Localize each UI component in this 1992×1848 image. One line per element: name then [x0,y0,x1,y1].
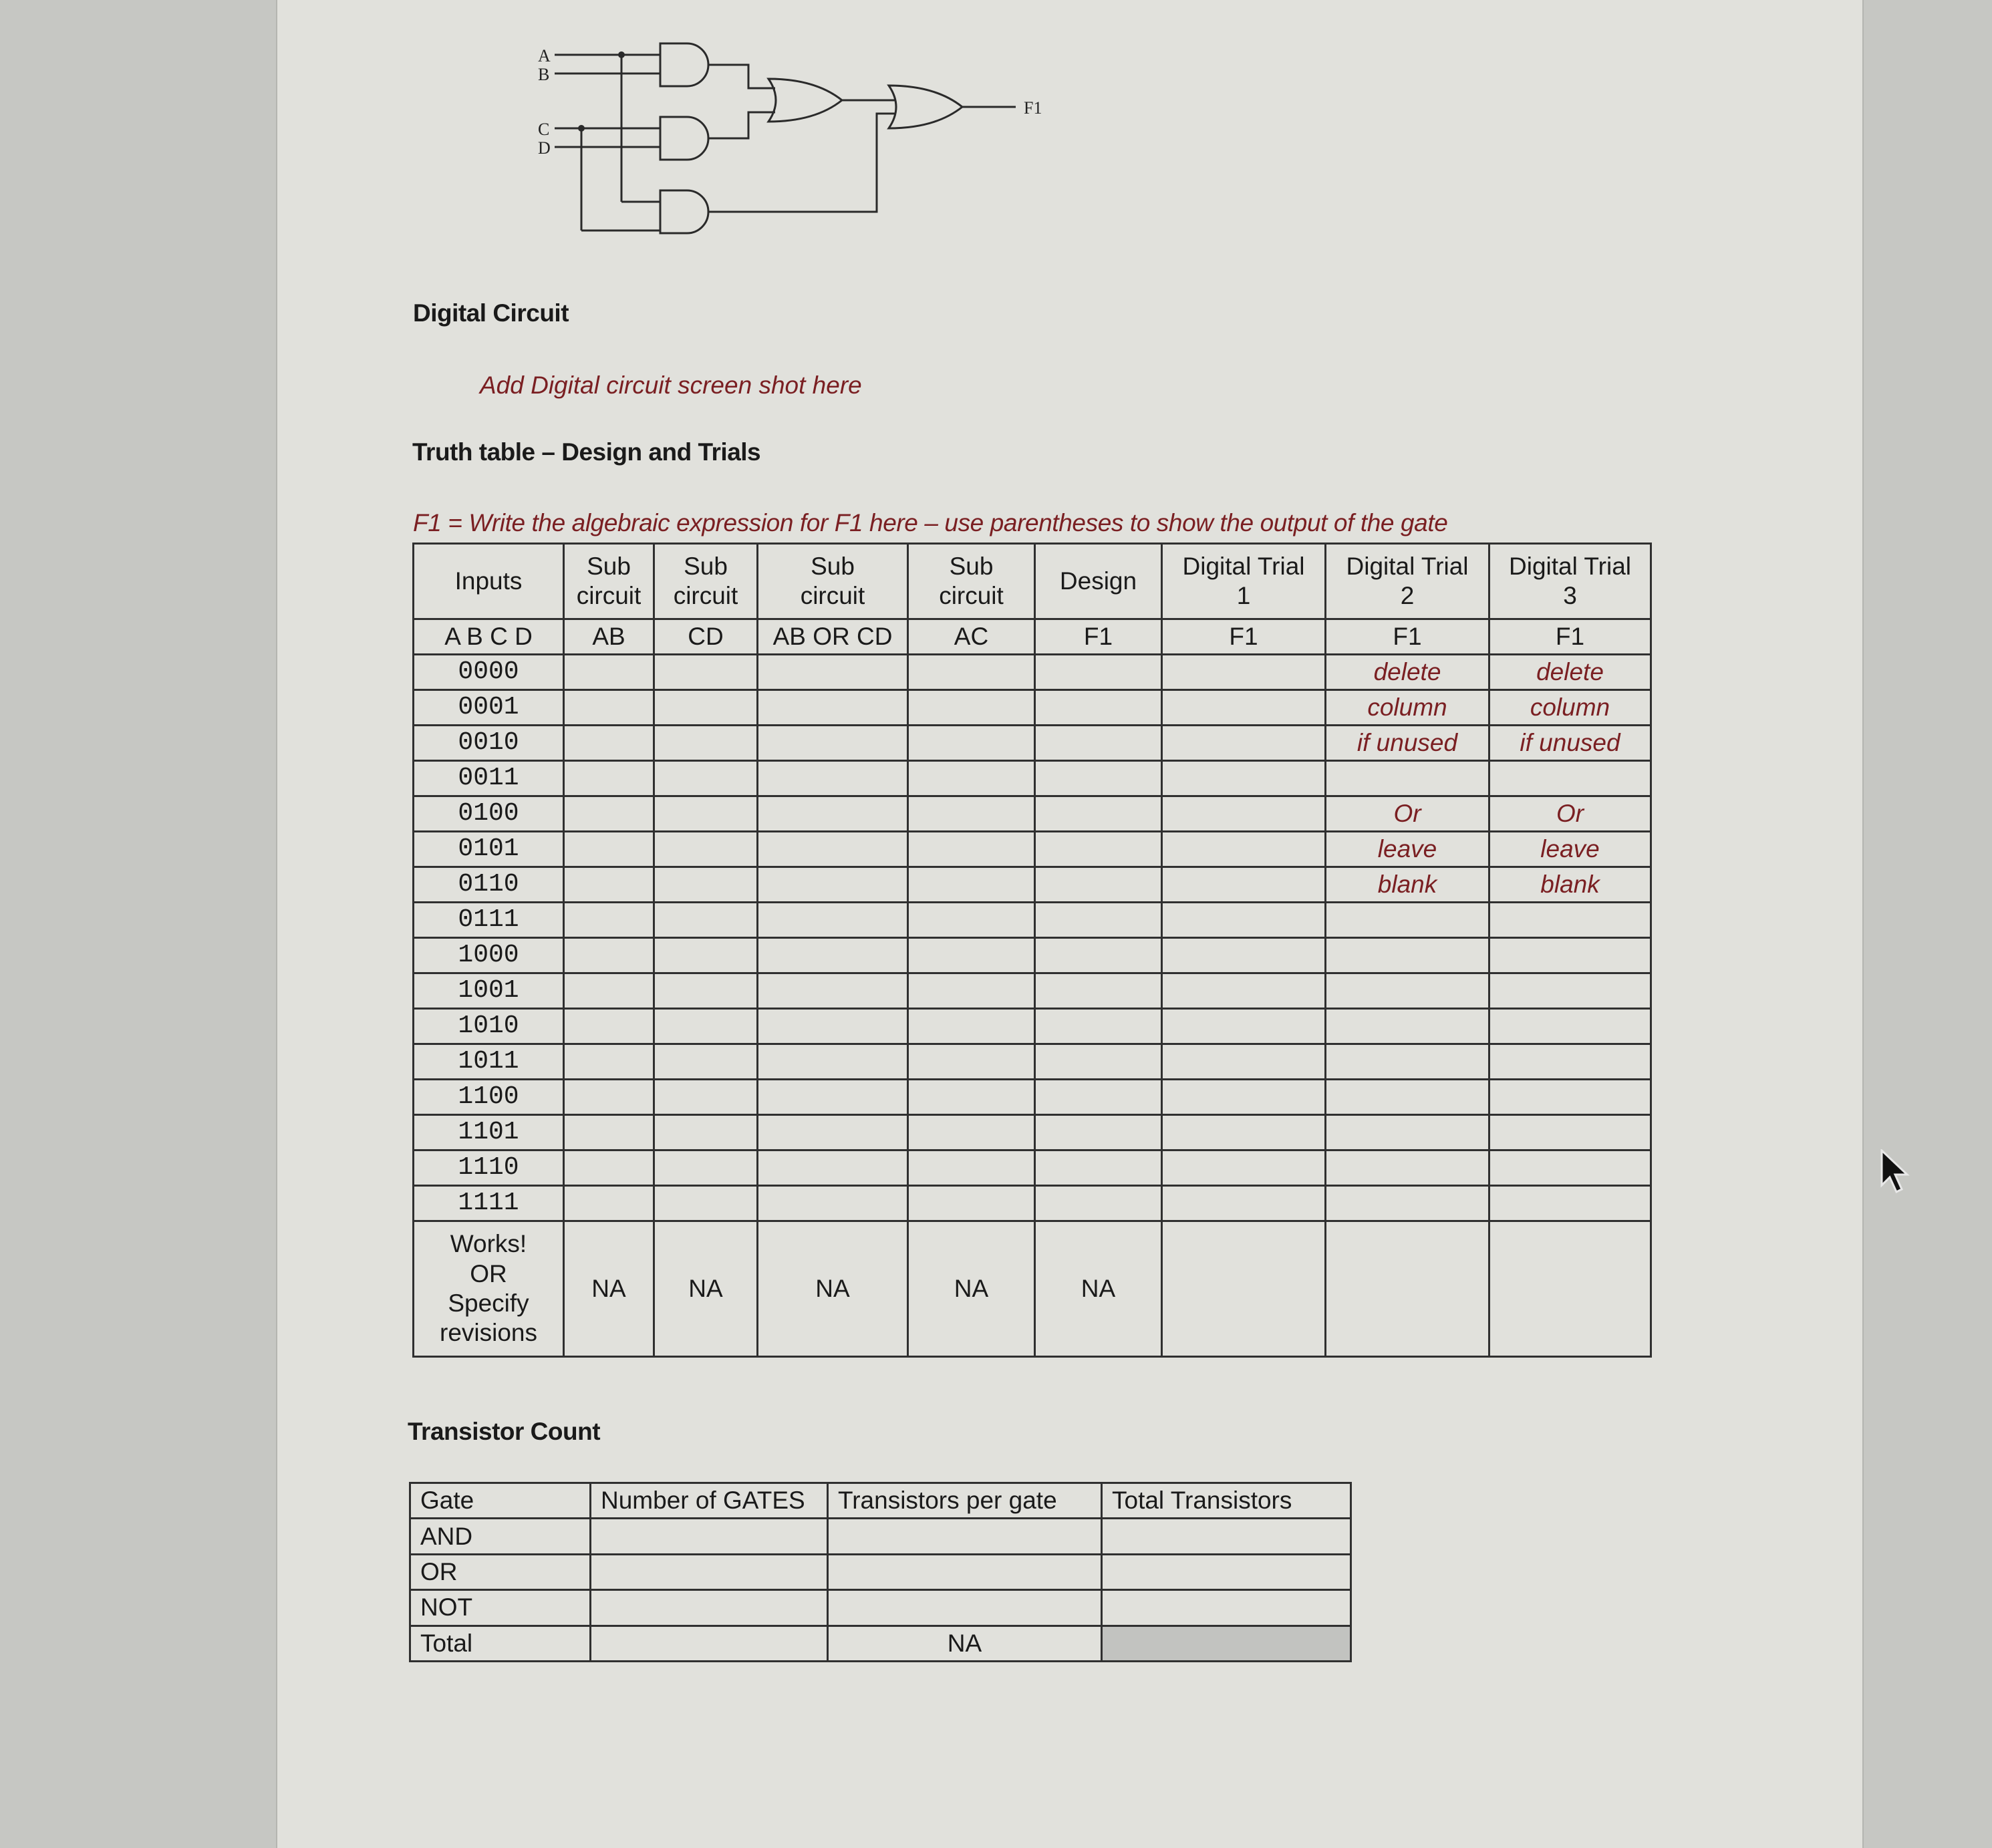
subheader-cd: CD [654,619,758,655]
truth-table-row [414,726,1651,761]
truth-table-cell[interactable] [908,938,1035,973]
truth-table-cell[interactable] [1489,973,1651,1009]
truth-table-cell[interactable] [908,761,1035,796]
number-of-gates-cell[interactable] [591,1590,828,1626]
truth-table [412,543,1652,1358]
output-label-f1: F1 [1024,98,1042,118]
input-combination: 1000 [414,938,564,973]
truth-table-cell[interactable] [564,832,654,867]
header-digital-trial-2: Digital Trial 2 [1326,544,1489,619]
truth-table-cell[interactable] [908,1186,1035,1221]
truth-table-cell[interactable] [1162,655,1326,690]
truth-table-cell[interactable] [1326,1044,1489,1080]
truth-table-cell[interactable] [1162,1009,1326,1044]
truth-table-cell[interactable] [1162,796,1326,832]
input-combination: 0000 [414,655,564,690]
truth-table-cell[interactable] [1326,938,1489,973]
input-combination: 0011 [414,761,564,796]
works-value-cell[interactable] [1162,1221,1326,1357]
truth-table-cell[interactable] [1489,1150,1651,1186]
truth-table-cell[interactable] [1326,1150,1489,1186]
truth-table-cell[interactable] [1035,1044,1162,1080]
header-design: Design [1035,544,1162,619]
truth-table-cell[interactable] [758,726,908,761]
truth-table-cell[interactable] [758,1080,908,1115]
trial3-note-cell[interactable]: Or [1489,796,1651,832]
works-value-cell: NA [654,1221,758,1357]
truth-table-cell[interactable] [1326,1009,1489,1044]
header-digital-trial-1: Digital Trial 1 [1162,544,1326,619]
truth-table-cell[interactable] [758,903,908,938]
works-value-cell: NA [564,1221,654,1357]
truth-table-row [414,1186,1651,1221]
truth-table-cell[interactable] [1326,1115,1489,1150]
truth-table-cell[interactable] [1035,973,1162,1009]
total-transistors-cell[interactable] [1102,1626,1351,1661]
truth-table-cell[interactable] [564,1080,654,1115]
trial3-note-cell[interactable]: blank [1489,867,1651,903]
truth-table-row [414,1080,1651,1115]
header-sub-circuit-ab-or-cd: Sub circuit [758,544,908,619]
truth-table-cell[interactable] [1326,1080,1489,1115]
truth-table-cell[interactable] [654,796,758,832]
header-sub-circuit-cd: Sub circuit [654,544,758,619]
transistors-per-gate-cell[interactable] [828,1554,1102,1589]
works-row [414,1221,1651,1357]
truth-table-cell[interactable] [758,832,908,867]
transistor-row-not [410,1590,1351,1626]
truth-table-cell[interactable] [1489,903,1651,938]
subheader-trial3-f1: F1 [1489,619,1651,655]
truth-table-row [414,796,1651,832]
truth-table-cell[interactable] [654,1186,758,1221]
truth-table-cell[interactable] [654,761,758,796]
input-combination: 0111 [414,903,564,938]
number-of-gates-cell[interactable] [591,1519,828,1554]
truth-table-cell[interactable] [1035,832,1162,867]
truth-table-cell[interactable] [1035,655,1162,690]
truth-table-cell[interactable] [1162,690,1326,726]
truth-table-cell[interactable] [758,1150,908,1186]
truth-table-cell[interactable] [1035,1186,1162,1221]
truth-table-cell[interactable] [1162,1186,1326,1221]
gate-label: NOT [410,1590,591,1626]
subheader-design-f1: F1 [1035,619,1162,655]
truth-table-cell[interactable] [564,1150,654,1186]
total-transistors-cell[interactable] [1102,1554,1351,1589]
truth-table-cell[interactable] [758,761,908,796]
truth-table-cell[interactable] [908,1080,1035,1115]
truth-table-header-row [414,544,1651,619]
input-combination: 1111 [414,1186,564,1221]
logic-circuit-diagram [508,27,1109,261]
input-label-a: A [538,46,551,65]
input-label-b: B [538,65,550,84]
truth-table-cell[interactable] [1326,903,1489,938]
truth-table-cell[interactable] [908,973,1035,1009]
truth-table-cell[interactable] [1489,1009,1651,1044]
truth-table-cell[interactable] [908,726,1035,761]
header-total-transistors: Total Transistors [1102,1483,1351,1519]
truth-table-cell[interactable] [654,1150,758,1186]
truth-table-cell[interactable] [908,903,1035,938]
truth-table-cell[interactable] [564,938,654,973]
truth-table-cell[interactable] [1162,726,1326,761]
header-sub-circuit-ab: Sub circuit [564,544,654,619]
input-combination: 1101 [414,1115,564,1150]
transistors-per-gate-cell[interactable] [828,1590,1102,1626]
truth-table-cell[interactable] [758,655,908,690]
truth-table-cell[interactable] [564,903,654,938]
input-label-d: D [538,138,551,158]
header-number-of-gates: Number of GATES [591,1483,828,1519]
truth-table-cell[interactable] [654,832,758,867]
digital-circuit-heading: Digital Circuit [413,299,569,327]
truth-table-cell[interactable] [758,973,908,1009]
mouse-cursor-icon [1879,1149,1912,1196]
trial3-note-cell[interactable]: leave [1489,832,1651,867]
truth-table-cell[interactable] [654,1080,758,1115]
truth-table-cell[interactable] [564,1009,654,1044]
truth-table-cell[interactable] [654,1009,758,1044]
works-value-cell[interactable] [1326,1221,1489,1357]
input-combination: 0100 [414,796,564,832]
header-sub-circuit-ac: Sub circuit [908,544,1035,619]
truth-table-cell[interactable] [564,761,654,796]
trial2-note-cell[interactable]: blank [1326,867,1489,903]
truth-table-row [414,1044,1651,1080]
input-combination: 1001 [414,973,564,1009]
input-combination: 0110 [414,867,564,903]
header-inputs: Inputs [414,544,564,619]
truth-table-cell[interactable] [758,690,908,726]
subheader-ab-or-cd: AB OR CD [758,619,908,655]
truth-table-cell[interactable] [1035,1009,1162,1044]
truth-table-cell[interactable] [1162,1080,1326,1115]
total-transistors-cell[interactable] [1102,1519,1351,1554]
truth-table-cell[interactable] [1162,1044,1326,1080]
truth-table-cell[interactable] [564,796,654,832]
truth-table-row [414,973,1651,1009]
input-combination: 0101 [414,832,564,867]
truth-table-cell[interactable] [758,938,908,973]
truth-table-cell[interactable] [654,690,758,726]
truth-table-cell[interactable] [1489,938,1651,973]
transistors-per-gate-cell: NA [828,1626,1102,1661]
subheader-ac: AC [908,619,1035,655]
truth-table-cell[interactable] [1035,938,1162,973]
truth-table-row [414,761,1651,796]
truth-table-cell[interactable] [654,1115,758,1150]
truth-table-cell[interactable] [1326,1186,1489,1221]
truth-table-cell[interactable] [564,1044,654,1080]
truth-table-cell[interactable] [564,690,654,726]
truth-table-cell[interactable] [654,903,758,938]
works-or-revisions-label: Works! OR Specify revisions [414,1221,564,1357]
works-value-cell: NA [908,1221,1035,1357]
truth-table-row [414,867,1651,903]
truth-table-cell[interactable] [1035,903,1162,938]
truth-table-cell[interactable] [1035,726,1162,761]
works-value-cell[interactable] [1489,1221,1651,1357]
input-combination: 1100 [414,1080,564,1115]
truth-table-cell[interactable] [1489,1044,1651,1080]
truth-table-cell[interactable] [758,1044,908,1080]
header-transistors-per-gate: Transistors per gate [828,1483,1102,1519]
transistor-header-row [410,1483,1351,1519]
truth-table-cell[interactable] [1035,690,1162,726]
truth-table-cell[interactable] [1162,1115,1326,1150]
formula-prompt-text[interactable]: F1 = Write the algebraic expression for F1 here – use parentheses to show the output of the gate [413,509,1448,536]
trial3-note-cell[interactable] [1489,761,1651,796]
truth-table-cell[interactable] [654,973,758,1009]
truth-table-cell[interactable] [1326,973,1489,1009]
subheader-trial2-f1: F1 [1326,619,1489,655]
truth-table-cell[interactable] [654,726,758,761]
subheader-trial1-f1: F1 [1162,619,1326,655]
truth-table-cell[interactable] [564,726,654,761]
input-combination: 1010 [414,1009,564,1044]
total-transistors-cell[interactable] [1102,1590,1351,1626]
truth-table-cell[interactable] [564,973,654,1009]
truth-table-row [414,1115,1651,1150]
trial3-note-cell[interactable]: if unused [1489,726,1651,761]
truth-table-cell[interactable] [1162,761,1326,796]
truth-table-cell[interactable] [1489,1186,1651,1221]
input-combination: 1110 [414,1150,564,1186]
trial2-note-cell[interactable]: if unused [1326,726,1489,761]
truth-table-cell[interactable] [908,796,1035,832]
truth-table-cell[interactable] [1162,867,1326,903]
truth-table-cell[interactable] [1035,1150,1162,1186]
truth-table-cell[interactable] [1162,1150,1326,1186]
truth-table-cell[interactable] [908,832,1035,867]
truth-table-subheader-row [414,619,1651,655]
truth-table-cell[interactable] [654,867,758,903]
input-combination: 0010 [414,726,564,761]
truth-table-cell[interactable] [908,690,1035,726]
trial2-note-cell[interactable] [1326,761,1489,796]
truth-table-cell[interactable] [654,938,758,973]
truth-table-cell[interactable] [758,1186,908,1221]
truth-table-row [414,690,1651,726]
truth-table-cell[interactable] [1035,761,1162,796]
truth-table-row [414,832,1651,867]
truth-table-cell[interactable] [908,1115,1035,1150]
header-gate: Gate [410,1483,591,1519]
truth-table-cell[interactable] [908,655,1035,690]
truth-table-row [414,938,1651,973]
transistor-row-and [410,1519,1351,1554]
truth-table-cell[interactable] [1035,796,1162,832]
number-of-gates-cell[interactable] [591,1626,828,1661]
truth-table-cell[interactable] [1162,832,1326,867]
header-digital-trial-3: Digital Trial 3 [1489,544,1651,619]
transistors-per-gate-cell[interactable] [828,1519,1102,1554]
subheader-ab: AB [564,619,654,655]
input-combination: 0001 [414,690,564,726]
truth-table-cell[interactable] [758,1009,908,1044]
works-value-cell: NA [758,1221,908,1357]
trial3-note-cell[interactable]: delete [1489,655,1651,690]
transistor-count-heading: Transistor Count [408,1418,601,1445]
truth-table-cell[interactable] [564,867,654,903]
truth-table-cell[interactable] [1162,903,1326,938]
works-value-cell: NA [1035,1221,1162,1357]
trial3-note-cell[interactable]: column [1489,690,1651,726]
truth-table-cell[interactable] [758,1115,908,1150]
truth-table-cell[interactable] [564,1115,654,1150]
number-of-gates-cell[interactable] [591,1554,828,1589]
truth-table-cell[interactable] [1489,1080,1651,1115]
trial2-note-cell[interactable]: leave [1326,832,1489,867]
truth-table-cell[interactable] [1489,1115,1651,1150]
truth-table-cell[interactable] [1035,867,1162,903]
truth-table-cell[interactable] [654,655,758,690]
subheader-abcd: A B C D [414,619,564,655]
truth-table-cell[interactable] [908,1009,1035,1044]
input-combination: 1011 [414,1044,564,1080]
truth-table-cell[interactable] [1035,1115,1162,1150]
trial2-note-cell[interactable]: Or [1326,796,1489,832]
truth-table-cell[interactable] [908,1150,1035,1186]
truth-table-cell[interactable] [1162,938,1326,973]
gate-label: AND [410,1519,591,1554]
truth-table-row [414,903,1651,938]
truth-table-cell[interactable] [1035,1080,1162,1115]
trial2-note-cell[interactable]: delete [1326,655,1489,690]
truth-table-cell[interactable] [564,1186,654,1221]
truth-table-row [414,655,1651,690]
trial2-note-cell[interactable]: column [1326,690,1489,726]
truth-table-row [414,1009,1651,1044]
transistor-count-table [409,1482,1352,1662]
truth-table-cell[interactable] [908,1044,1035,1080]
truth-table-cell[interactable] [654,1044,758,1080]
truth-table-cell[interactable] [758,796,908,832]
truth-table-heading: Truth table – Design and Trials [412,438,761,466]
truth-table-cell[interactable] [1162,973,1326,1009]
screenshot-placeholder-text[interactable]: Add Digital circuit screen shot here [480,371,862,399]
truth-table-cell[interactable] [758,867,908,903]
gate-label: OR [410,1554,591,1589]
truth-table-row [414,1150,1651,1186]
truth-table-cell[interactable] [908,867,1035,903]
truth-table-cell[interactable] [564,655,654,690]
input-label-c: C [538,120,550,139]
transistor-row-total [410,1626,1351,1661]
gate-label: Total [410,1626,591,1661]
transistor-row-or [410,1554,1351,1589]
